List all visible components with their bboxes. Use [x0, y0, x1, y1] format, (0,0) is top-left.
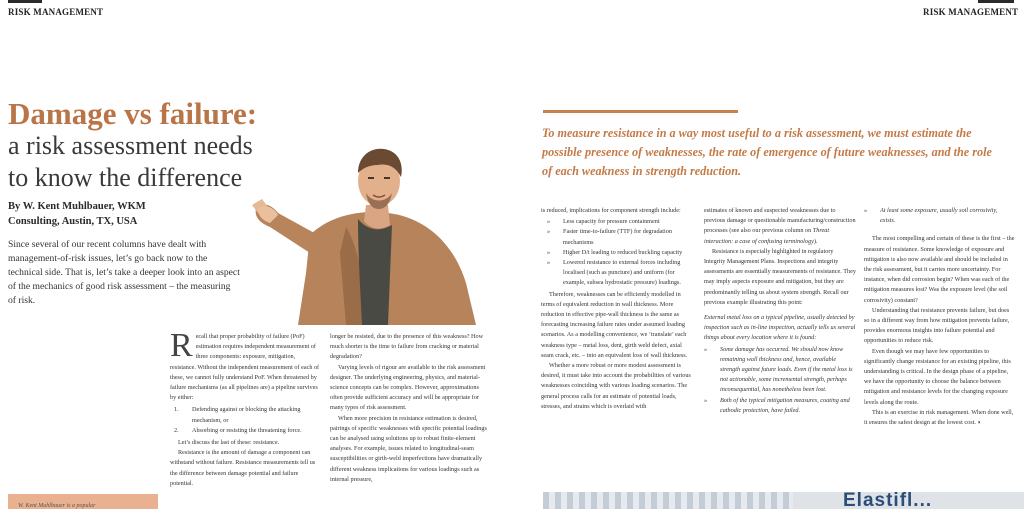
col4-para-0: [704, 206, 856, 247]
col5-para-3: Even though we may have few opportunities to significantly change resistance for an existing pipeline, this understanding is critical. In the design phase of a pipeline, we have the opportunity to choose the balance between mitigation and resistance levels for the changing exposure levels along the route.: [864, 347, 1011, 406]
list-text: Defending against or blocking the attacking mechanism, or: [192, 406, 301, 424]
bullet-icon: »: [704, 396, 708, 404]
list-item: [547, 258, 695, 289]
col3-para-2: Whether a more robust or more modest assessment is desired, it must take into account the probabilities of various weaknesses coinciding with various loading scenarios. The general process calls for an estimate of potential loads, stresses, and strains which is overlaid with: [541, 362, 691, 410]
list-item: [704, 345, 856, 396]
col3-bullets: [547, 217, 695, 288]
list-item: [547, 217, 695, 227]
list-number: 2.: [174, 426, 179, 434]
column-1: [170, 327, 320, 489]
header-rule-left: [8, 0, 42, 3]
author-bio-box: [8, 494, 158, 509]
article-subtitle-line-2: to know the difference: [8, 163, 243, 192]
col1-para-2: Let’s discuss the last of these: resistance.: [178, 439, 280, 447]
list-item: [547, 248, 695, 258]
list-text: Both of the typical mitigation measures, coating and cathodic protection, have failed.: [720, 396, 850, 414]
col2-para-1: longer be resisted, due to the presence of this weakness? How much shorter is the time to failure from cracking or material degradation?: [330, 333, 484, 361]
col2-para-2: Varying levels of rigour are available to the risk assessment designer. The underlying engineering, physics, and material-science concepts can be complex. However, approximations often provide sufficient accuracy and will be appropriate for many types of risk assessment.: [330, 363, 486, 412]
col1-para-3: Resistance is the amount of damage a component can withstand without failure. Resistance measurements tell us the difference between damage potential and failure potential.: [170, 449, 316, 487]
list-item: [704, 396, 856, 416]
list-text: Lowered resistance to external forces including localised (such as puncture) and uniform (for example, subsea hydrostatic pressure) loadings.: [563, 259, 681, 287]
author-photo: [248, 143, 480, 325]
article-intro: Since several of our recent columns have dealt with management-of-risk issues, let’s go back now to the technical side. That is, let’s take a deeper look into an aspect of the mechanics of good risk assessment – the measuring of risk.: [8, 239, 240, 306]
column-4: [704, 206, 856, 416]
list-item: [174, 405, 320, 425]
column-2: [330, 332, 490, 485]
pull-quote-rule: [543, 110, 738, 113]
list-item: [174, 426, 320, 436]
col1-para-1: [170, 327, 320, 403]
list-item: [547, 227, 695, 247]
article-title: Damage vs failure:: [8, 96, 258, 131]
bullet-icon: »: [704, 345, 708, 353]
list-number: 1.: [174, 406, 179, 414]
col4-cited-title: Threat interaction: a case of confusing terminology: [704, 227, 830, 245]
section-label-right: RISK MANAGEMENT: [923, 7, 1019, 17]
list-text: Less capacity for pressure containment: [563, 218, 660, 226]
col4-para-0-text: estimates of known and suspected weaknesses due to previous damage or questionable manufacturing/construction processes (see also our previous column on: [704, 207, 856, 235]
list-text: Absorbing or resisting the threatening force.: [192, 426, 302, 434]
drop-cap: R: [170, 327, 193, 364]
bullet-icon: »: [547, 218, 551, 226]
bullet-icon: »: [547, 259, 551, 267]
quote-intro: External metal loss on a typical pipeline, usually detected by inspection such as in-line inspection, actually tells us several things about every location where it is found:: [704, 314, 856, 342]
col4-quote: [704, 313, 856, 416]
list-text: At least some exposure, usually soil corrosivity, exists.: [880, 207, 998, 225]
col3-para-1: Therefore, weaknesses can be efficiently modelled in terms of equivalent reduction in wall thickness. More reduction in effective pipe-wall thickness is the same as forecasting increasing failure rates under assumed loading scenarios. As a modelling convenience, we ‘translate’ each weakness type – metal loss, dent, girth weld defect, axial seam crack, etc. – into an equivalent loss of wall thickness.: [541, 290, 688, 359]
col3-para-0: is reduced, implications for component strength include:: [541, 207, 681, 214]
list-text: Some damage has occurred. We should now know remaining wall thickness and, hence, available strength against future loads. Even if the metal loss is not actionable, some incremental strength, perhaps inconsequential, has nonetheless been lost.: [720, 345, 853, 394]
col5-para-1: The most compelling and certain of these is the first – the measure of resistance. Some knowledge of exposure and mitigation is also now available and should be included in the risk assessment, but it carries more uncertainty. For instance, when did corrosion begin? When was each of the mitigation measures lost? Was the exposure level (the soil corrosivity) constant?: [864, 235, 1015, 304]
col1-para-1-text: ecall that proper probability of failure (PoF) estimation requires independent measurement of three components: exposure, mitigation, resistance. Without the independent measurement of each of these, we cannot fully understand PoF. When threatened by failure mechanisms (as all pipelines are) a pipeline survives by either:: [170, 333, 320, 402]
author-bio-text: W. Kent Muhlbauer is a popular: [18, 503, 96, 509]
pull-quote: To measure resistance in a way most useful to a risk assessment, we must estimate the possible presence of weaknesses, the rate of emergence of future weaknesses, and the role of each weakness in strength reduction.: [542, 126, 992, 178]
column-5: [864, 206, 1016, 428]
list-text: Faster time-to-failure (TTF) for degradation mechanisms: [563, 228, 672, 246]
col2-para-3: When more precision in resistance estimation is desired, pairings of specific weaknesses with specific potential loadings can be analysed using solutions up to robust finite-element analyses. For example, issues related to longitudinal-seam susceptibilities or girth-weld imperfections have dramatically different weakness implications for various loadings such as internal pressure,: [330, 414, 487, 483]
col5-para-2: Understanding that resistance prevents failure, but does so in a different way from how mitigation prevents failure, provides enormous insights into failure potential and opportunities to reduce risk.: [864, 306, 1010, 345]
byline-affiliation: Consulting, Austin, TX, USA: [8, 216, 138, 227]
ad-text: Elastifl...: [843, 492, 933, 509]
ad-graphic: [543, 492, 793, 509]
col1-list: [174, 405, 320, 436]
col5-para-4: This is an exercise in risk management. When done well, it ensures the safest design at the lowest cost. ◗: [864, 408, 1014, 427]
bullet-icon: »: [547, 228, 551, 236]
list-item: [864, 206, 1016, 226]
section-label-left: RISK MANAGEMENT: [8, 7, 104, 17]
byline: [8, 199, 218, 229]
advertisement-banner[interactable]: [543, 492, 1024, 509]
column-3: [541, 206, 695, 412]
col4-para-0-end: ).: [813, 237, 818, 245]
bullet-icon: »: [864, 207, 868, 214]
article-subtitle-line-1: a risk assessment needs: [8, 131, 253, 160]
col4-para-1: Resistance is especially highlighted in regulatory Integrity Management Plans. Inspections and integrity assessments are essentially measurements of resistance. They may imply aspects exposure and mitigation, but they are predominantly telling us about system strength. Recall our previous example illustrating this point:: [704, 247, 856, 306]
list-text: Higher D/t leading to reduced buckling capacity: [563, 248, 683, 256]
bullet-icon: »: [547, 248, 551, 256]
header-rule-right: [978, 0, 1014, 3]
byline-author: By W. Kent Muhlbauer, WKM: [8, 201, 146, 212]
